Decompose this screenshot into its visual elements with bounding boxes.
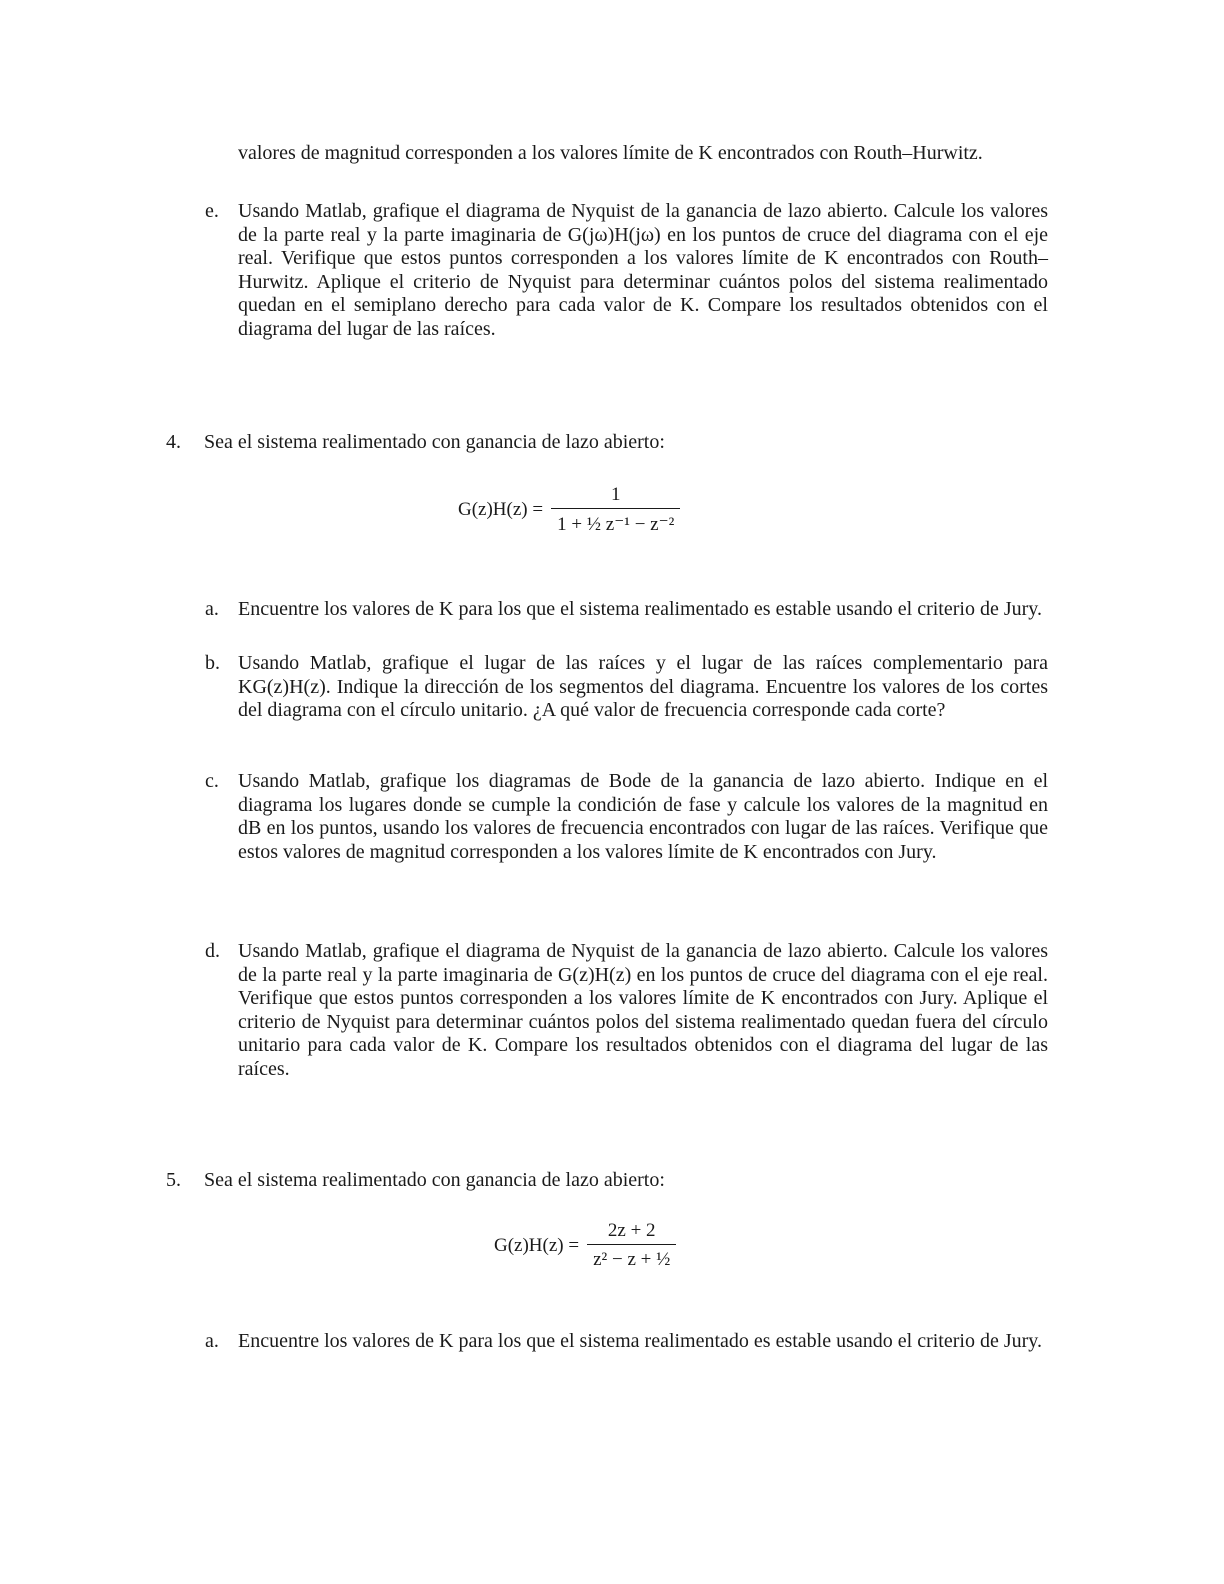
- item-text: Usando Matlab, grafique el lugar de las raíces y el lugar de las raíces complementario para KG(z)H(z). Indique la dirección de los segmentos del diagrama. Encuentre los valores de los cortes del diagrama con el círculo unitario. ¿A qué valor de frecuencia corresponde cada corte?: [238, 652, 1048, 722]
- item-text: Encuentre los valores de K para los que el sistema realimentado es estable usando el criterio de Jury.: [238, 598, 1042, 620]
- item-label: b.: [205, 652, 220, 674]
- item-label: d.: [205, 940, 220, 962]
- item-label: a.: [205, 1330, 219, 1352]
- list-item-4d: [205, 940, 1048, 1082]
- problem-number: 5.: [166, 1169, 181, 1191]
- equation-numerator: 2z + 2: [607, 1220, 656, 1241]
- problem-number: 4.: [166, 431, 181, 453]
- equation-problem-4: [458, 484, 680, 536]
- list-item-4b: [205, 652, 1048, 723]
- list-item-4c: [205, 770, 1048, 864]
- item-label: c.: [205, 770, 219, 792]
- problem-4-heading: [166, 430, 1046, 454]
- item-text: Encuentre los valores de K para los que el sistema realimentado es estable usando el criterio de Jury.: [238, 1330, 1042, 1352]
- equation-lhs: G(z)H(z) =: [494, 1234, 580, 1256]
- problem-statement: Sea el sistema realimentado con ganancia de lazo abierto:: [204, 1169, 665, 1191]
- item-text: Usando Matlab, grafique el diagrama de Nyquist de la ganancia de lazo abierto. Calcule los valores de la parte real y la parte imaginaria de G(jω)H(jω) en los puntos de cruce del diagrama con el eje real. Verifique que estos puntos corresponden a los valores límite de K encontrados con Routh–Hurwitz. Aplique el criterio de Nyquist para determinar cuántos polos del sistema realimentado quedan en el semiplano derecho para cada valor de K. Compare los resultados obtenidos con el diagrama del lugar de las raíces.: [238, 200, 1048, 340]
- list-item-prev-e: [205, 200, 1048, 342]
- list-item-5a: [205, 1330, 1048, 1354]
- equation-lhs: G(z)H(z) =: [458, 499, 544, 520]
- equation-problem-5: [494, 1220, 676, 1271]
- equation-denominator: 1 + ½ z⁻¹ − z⁻²: [557, 514, 675, 535]
- equation-fraction: [551, 484, 680, 536]
- problem-statement: Sea el sistema realimentado con ganancia de lazo abierto:: [204, 431, 665, 453]
- equation-numerator: 1: [610, 484, 621, 505]
- item-text: Usando Matlab, grafique el diagrama de Nyquist de la ganancia de lazo abierto. Calcule los valores de la parte real y la parte imaginaria de G(z)H(z) en los puntos de cruce del diagrama con el eje real. Verifique que estos puntos corresponden a los valores límite de K encontrados con Jury. Aplique el criterio de Nyquist para determinar cuántos polos del sistema realimentado quedan fuera del círculo unitario para cada valor de K. Compare los resultados obtenidos con el diagrama del lugar de las raíces.: [238, 940, 1048, 1080]
- item-label: e.: [205, 200, 219, 222]
- continuation-text: valores de magnitud corresponden a los valores límite de K encontrados con Routh–Hurwitz.: [238, 142, 983, 164]
- list-item-4a: [205, 598, 1048, 622]
- problem-5-heading: [166, 1168, 1046, 1192]
- equation-fraction: [587, 1220, 676, 1271]
- equation-denominator: z² − z + ½: [593, 1249, 671, 1270]
- item-label: a.: [205, 598, 219, 620]
- item-text: Usando Matlab, grafique los diagramas de Bode de la ganancia de lazo abierto. Indique en el diagrama los lugares donde se cumple la condición de fase y calcule los valores de la magnitud en dB en los puntos, usando los valores de frecuencia encontrados con lugar de las raíces. Verifique que estos valores de magnitud corresponden a los valores límite de K encontrados con Jury.: [238, 770, 1048, 863]
